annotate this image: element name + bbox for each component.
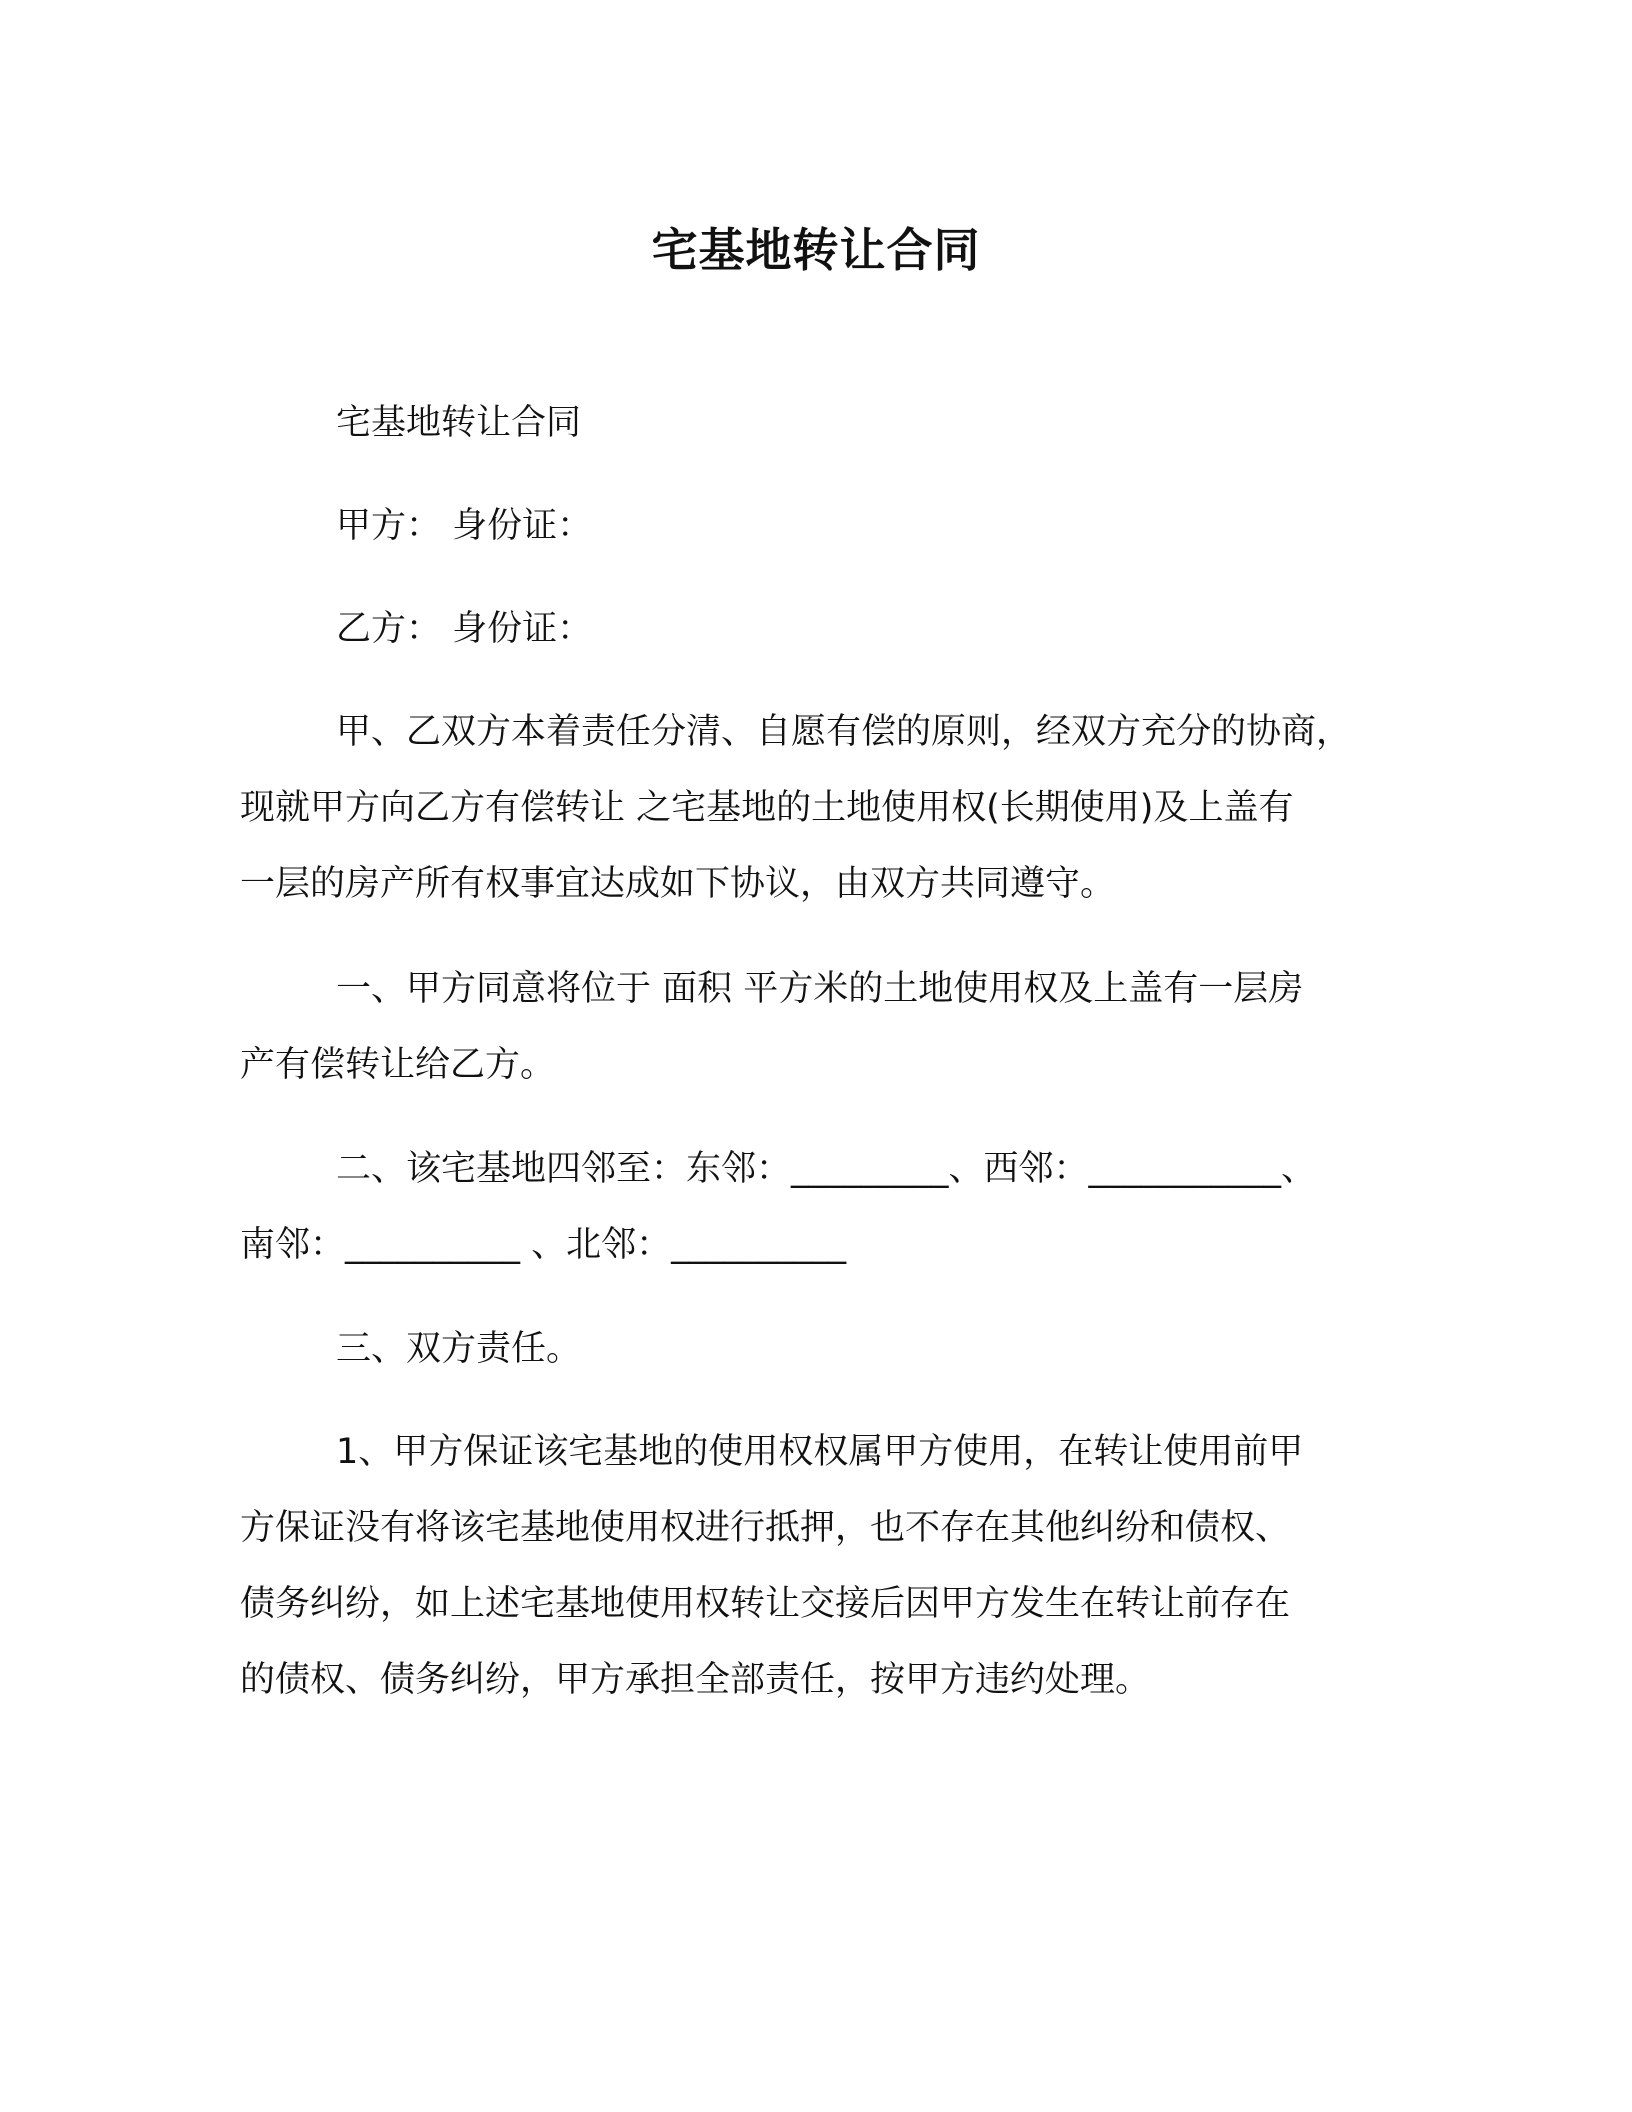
document-subtitle <box>240 385 1420 461</box>
subtitle-line: 宅基地转让合同 <box>336 403 582 443</box>
clause-2-line: 二、该宅基地四邻至：东邻：_________、西邻：___________、 <box>336 1149 1317 1189</box>
party-a-text: 甲方： 身份证： <box>336 506 593 546</box>
clause-3-1-line: 的债权、债务纠纷，甲方承担全部责任，按甲方违约处理。 <box>240 1660 1151 1700</box>
clause-1-line: 一、甲方同意将位于 面积 平方米的土地使用权及上盖有一层房 <box>336 969 1304 1009</box>
clause-1-paragraph <box>240 951 1420 1103</box>
clause-3-heading <box>240 1311 1420 1387</box>
preamble-line: 一层的房产所有权事宜达成如下协议，由双方共同遵守。 <box>240 864 1116 904</box>
preamble-paragraph <box>240 694 1420 922</box>
clause-3-1-line: 债务纠纷，如上述宅基地使用权转让交接后因甲方发生在转让前存在 <box>240 1584 1291 1624</box>
party-b-line <box>240 591 1420 667</box>
clause-3-heading-text: 三、双方责任。 <box>336 1329 582 1369</box>
clause-3-1-line: 方保证没有将该宅基地使用权进行抵押，也不存在其他纠纷和债权、 <box>240 1508 1291 1548</box>
clause-2-line: 南邻：__________ 、北邻：__________ <box>240 1225 847 1265</box>
clause-1-line: 产有偿转让给乙方。 <box>240 1045 556 1085</box>
party-a-line <box>240 488 1420 564</box>
clause-3-1-line: 1、甲方保证该宅基地的使用权权属甲方使用，在转让使用前甲 <box>336 1432 1304 1472</box>
clause-3-1-paragraph <box>240 1414 1420 1718</box>
party-b-text: 乙方： 身份证： <box>336 609 593 649</box>
preamble-line: 甲、乙双方本着责任分清、自愿有偿的原则，经双方充分的协商， <box>336 712 1352 752</box>
preamble-line: 现就甲方向乙方有偿转让 之宅基地的土地使用权(长期使用)及上盖有 <box>240 788 1294 828</box>
document-title: 宅基地转让合同 <box>651 223 981 277</box>
clause-2-paragraph <box>240 1131 1420 1283</box>
